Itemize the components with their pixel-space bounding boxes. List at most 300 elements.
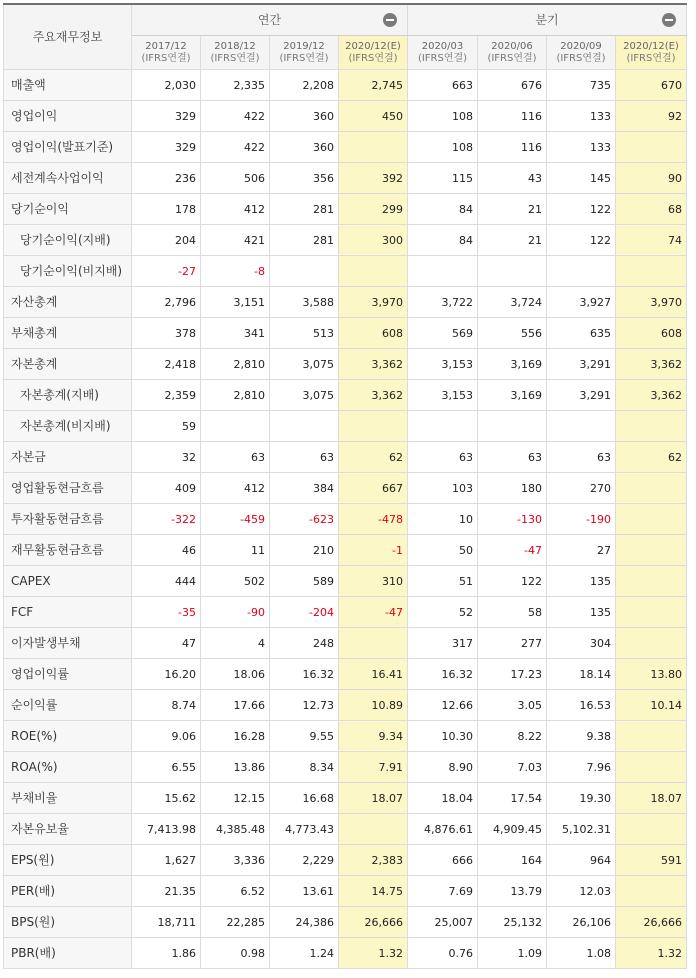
table-cell: 122 — [547, 194, 616, 225]
table-cell: 26,666 — [616, 907, 687, 938]
table-cell: 3,075 — [270, 349, 339, 380]
row-label: PER(배) — [4, 876, 132, 907]
table-cell: 9.06 — [132, 721, 201, 752]
period-standard: (IFRS연결) — [210, 52, 260, 64]
table-cell: 412 — [201, 473, 270, 504]
table-row — [4, 473, 687, 504]
collapse-annual-icon[interactable] — [383, 13, 397, 27]
table-cell: 409 — [132, 473, 201, 504]
table-cell: 3,169 — [478, 349, 547, 380]
table-row — [4, 814, 687, 845]
period-header — [201, 36, 270, 70]
table-row — [4, 690, 687, 721]
table-cell: 3,362 — [616, 349, 687, 380]
table-cell: 360 — [270, 132, 339, 163]
table-cell: 6.52 — [201, 876, 270, 907]
table-cell: 22,285 — [201, 907, 270, 938]
table-cell: 1.32 — [339, 938, 408, 969]
row-label: 이자발생부채 — [4, 628, 132, 659]
table-cell: 341 — [201, 318, 270, 349]
table-cell: -47 — [478, 535, 547, 566]
table-row — [4, 659, 687, 690]
period-date: 2020/06 — [491, 40, 533, 52]
table-row — [4, 442, 687, 473]
table-cell: 8.90 — [408, 752, 478, 783]
table-cell: 17.54 — [478, 783, 547, 814]
table-row — [4, 628, 687, 659]
table-cell — [339, 132, 408, 163]
table-cell — [616, 876, 687, 907]
row-label: 순이익률 — [4, 690, 132, 721]
table-cell: 52 — [408, 597, 478, 628]
table-cell: 12.73 — [270, 690, 339, 721]
table-cell: 26,106 — [547, 907, 616, 938]
table-cell: 8.74 — [132, 690, 201, 721]
table-cell: 9.34 — [339, 721, 408, 752]
table-cell — [339, 628, 408, 659]
table-cell — [616, 566, 687, 597]
table-cell: 27 — [547, 535, 616, 566]
table-cell: 7.03 — [478, 752, 547, 783]
row-label: CAPEX — [4, 566, 132, 597]
table-cell: 304 — [547, 628, 616, 659]
row-label: 자본금 — [4, 442, 132, 473]
table-cell: 7,413.98 — [132, 814, 201, 845]
table-row — [4, 845, 687, 876]
table-cell: 513 — [270, 318, 339, 349]
table-cell — [616, 814, 687, 845]
period-standard: (IFRS연결) — [141, 52, 191, 64]
table-cell: 18.14 — [547, 659, 616, 690]
table-cell: 68 — [616, 194, 687, 225]
table-row — [4, 318, 687, 349]
table-cell: 1.32 — [616, 938, 687, 969]
row-label: 영업이익률 — [4, 659, 132, 690]
table-cell: 145 — [547, 163, 616, 194]
period-standard: (IFRS연결) — [556, 52, 606, 64]
period-standard: (IFRS연결) — [417, 52, 468, 64]
table-cell: -90 — [201, 597, 270, 628]
table-cell: 422 — [201, 132, 270, 163]
table-cell: 122 — [547, 225, 616, 256]
table-cell: 3,153 — [408, 380, 478, 411]
table-cell: 26,666 — [339, 907, 408, 938]
table-cell: 180 — [478, 473, 547, 504]
group-label-quarterly: 분기 — [535, 12, 559, 27]
financial-summary-table — [3, 3, 687, 969]
table-cell: 735 — [547, 70, 616, 101]
table-cell: 589 — [270, 566, 339, 597]
row-label: 투자활동현금흐름 — [4, 504, 132, 535]
period-date: 2019/12 — [283, 40, 325, 52]
row-label: BPS(원) — [4, 907, 132, 938]
table-cell: 3.05 — [478, 690, 547, 721]
period-standard: (IFRS연결) — [626, 52, 676, 64]
table-cell: 13.79 — [478, 876, 547, 907]
table-cell: 17.23 — [478, 659, 547, 690]
table-cell: 4,773.43 — [270, 814, 339, 845]
table-row — [4, 721, 687, 752]
table-cell: 16.20 — [132, 659, 201, 690]
table-cell — [270, 256, 339, 287]
table-row — [4, 566, 687, 597]
table-cell: 108 — [408, 101, 478, 132]
table-cell: 0.98 — [201, 938, 270, 969]
period-date: 2020/03 — [421, 40, 464, 52]
table-cell: 84 — [408, 225, 478, 256]
table-cell: 1.08 — [547, 938, 616, 969]
table-cell: 18.04 — [408, 783, 478, 814]
table-cell: 2,810 — [201, 349, 270, 380]
table-cell: 299 — [339, 194, 408, 225]
period-header — [132, 36, 201, 70]
table-cell: 277 — [478, 628, 547, 659]
row-label: 자본총계(지배) — [4, 380, 132, 411]
table-cell — [616, 628, 687, 659]
table-row — [4, 194, 687, 225]
table-row — [4, 132, 687, 163]
table-cell: 92 — [616, 101, 687, 132]
table-cell: 281 — [270, 194, 339, 225]
table-cell: 62 — [616, 442, 687, 473]
table-cell: 14.75 — [339, 876, 408, 907]
table-cell: 21 — [478, 194, 547, 225]
table-cell: 421 — [201, 225, 270, 256]
table-cell — [616, 473, 687, 504]
table-cell — [339, 411, 408, 442]
table-row — [4, 349, 687, 380]
table-cell — [616, 132, 687, 163]
table-cell — [547, 411, 616, 442]
table-cell — [478, 411, 547, 442]
row-label: ROA(%) — [4, 752, 132, 783]
table-cell: 133 — [547, 101, 616, 132]
table-cell: 108 — [408, 132, 478, 163]
row-label: 부채총계 — [4, 318, 132, 349]
period-standard: (IFRS연결) — [348, 52, 398, 64]
table-cell: 3,169 — [478, 380, 547, 411]
table-cell: 3,336 — [201, 845, 270, 876]
table-cell: 135 — [547, 566, 616, 597]
table-cell: 116 — [478, 132, 547, 163]
table-cell: 3,588 — [270, 287, 339, 318]
table-row — [4, 101, 687, 132]
table-cell: 281 — [270, 225, 339, 256]
table-cell: -130 — [478, 504, 547, 535]
table-cell: 63 — [478, 442, 547, 473]
table-cell: 13.61 — [270, 876, 339, 907]
table-cell: 506 — [201, 163, 270, 194]
table-cell: 248 — [270, 628, 339, 659]
table-cell: 10.30 — [408, 721, 478, 752]
table-cell — [616, 256, 687, 287]
table-row — [4, 535, 687, 566]
table-cell: 43 — [478, 163, 547, 194]
table-cell: 74 — [616, 225, 687, 256]
table-cell: 58 — [478, 597, 547, 628]
table-cell: 15.62 — [132, 783, 201, 814]
row-label: 재무활동현금흐름 — [4, 535, 132, 566]
table-cell: 13.80 — [616, 659, 687, 690]
table-row — [4, 225, 687, 256]
table-cell: 12.66 — [408, 690, 478, 721]
period-header — [339, 36, 408, 70]
table-cell: 2,229 — [270, 845, 339, 876]
table-cell: 7.96 — [547, 752, 616, 783]
table-cell: 676 — [478, 70, 547, 101]
table-cell — [616, 411, 687, 442]
financial-summary-panel — [3, 3, 693, 969]
table-cell: 19.30 — [547, 783, 616, 814]
table-cell: 608 — [616, 318, 687, 349]
table-row — [4, 411, 687, 442]
table-cell: -8 — [201, 256, 270, 287]
table-cell: -322 — [132, 504, 201, 535]
table-cell: 12.03 — [547, 876, 616, 907]
table-cell: 8.22 — [478, 721, 547, 752]
table-row — [4, 907, 687, 938]
row-label: PBR(배) — [4, 938, 132, 969]
table-cell: 392 — [339, 163, 408, 194]
table-cell: 236 — [132, 163, 201, 194]
table-cell: 4 — [201, 628, 270, 659]
table-row — [4, 938, 687, 969]
row-label: 영업활동현금흐름 — [4, 473, 132, 504]
table-cell: -1 — [339, 535, 408, 566]
table-cell: 17.66 — [201, 690, 270, 721]
table-cell: 1.86 — [132, 938, 201, 969]
table-cell: 9.55 — [270, 721, 339, 752]
period-header — [478, 36, 547, 70]
table-cell: 378 — [132, 318, 201, 349]
table-cell: 2,030 — [132, 70, 201, 101]
table-cell — [616, 752, 687, 783]
table-cell: 450 — [339, 101, 408, 132]
table-cell: 25,007 — [408, 907, 478, 938]
table-cell: 16.68 — [270, 783, 339, 814]
group-header-annual — [132, 4, 408, 36]
table-cell: -478 — [339, 504, 408, 535]
table-cell: 3,362 — [616, 380, 687, 411]
table-cell: 270 — [547, 473, 616, 504]
table-cell: 59 — [132, 411, 201, 442]
row-label: 매출액 — [4, 70, 132, 101]
table-cell: -623 — [270, 504, 339, 535]
table-cell: 3,724 — [478, 287, 547, 318]
table-cell: 11 — [201, 535, 270, 566]
table-cell: 3,970 — [616, 287, 687, 318]
table-cell: 13.86 — [201, 752, 270, 783]
table-cell: 3,970 — [339, 287, 408, 318]
table-cell: 51 — [408, 566, 478, 597]
table-cell: 3,151 — [201, 287, 270, 318]
table-row — [4, 256, 687, 287]
table-cell — [270, 411, 339, 442]
table-cell: 63 — [547, 442, 616, 473]
table-cell: 164 — [478, 845, 547, 876]
table-cell: 7.69 — [408, 876, 478, 907]
table-cell: -204 — [270, 597, 339, 628]
table-cell: 3,075 — [270, 380, 339, 411]
table-cell: 2,418 — [132, 349, 201, 380]
table-cell: 666 — [408, 845, 478, 876]
table-cell — [339, 814, 408, 845]
group-label-annual: 연간 — [257, 12, 282, 27]
table-cell: 24,386 — [270, 907, 339, 938]
table-cell — [547, 256, 616, 287]
row-label: 당기순이익(지배) — [4, 225, 132, 256]
table-cell: 667 — [339, 473, 408, 504]
table-cell — [201, 411, 270, 442]
table-cell: 84 — [408, 194, 478, 225]
table-cell: 2,383 — [339, 845, 408, 876]
table-cell: 16.41 — [339, 659, 408, 690]
table-cell: 3,362 — [339, 380, 408, 411]
table-cell: 3,362 — [339, 349, 408, 380]
period-date: 2020/12(E) — [623, 40, 679, 52]
row-label: 자본총계 — [4, 349, 132, 380]
table-cell: 18,711 — [132, 907, 201, 938]
table-cell: 133 — [547, 132, 616, 163]
group-header-quarterly — [408, 4, 687, 36]
period-date: 2017/12 — [145, 40, 187, 52]
table-cell: 964 — [547, 845, 616, 876]
table-cell: 4,385.48 — [201, 814, 270, 845]
row-label: FCF — [4, 597, 132, 628]
table-cell: 3,722 — [408, 287, 478, 318]
table-cell: 422 — [201, 101, 270, 132]
period-standard: (IFRS연결) — [279, 52, 329, 64]
table-cell: -35 — [132, 597, 201, 628]
table-cell: -190 — [547, 504, 616, 535]
table-cell: 32 — [132, 442, 201, 473]
table-row — [4, 70, 687, 101]
period-date: 2020/09 — [560, 40, 602, 52]
table-cell: 16.32 — [408, 659, 478, 690]
table-cell: 122 — [478, 566, 547, 597]
table-cell: 444 — [132, 566, 201, 597]
table-cell: 4,876.61 — [408, 814, 478, 845]
table-cell: 116 — [478, 101, 547, 132]
table-row — [4, 597, 687, 628]
table-cell: -27 — [132, 256, 201, 287]
table-cell: 6.55 — [132, 752, 201, 783]
table-row — [4, 504, 687, 535]
table-cell: 5,102.31 — [547, 814, 616, 845]
table-cell: 10 — [408, 504, 478, 535]
table-cell: 16.32 — [270, 659, 339, 690]
table-cell: 18.07 — [616, 783, 687, 814]
table-cell: 103 — [408, 473, 478, 504]
row-label: 자산총계 — [4, 287, 132, 318]
table-cell: 16.53 — [547, 690, 616, 721]
row-label: 당기순이익 — [4, 194, 132, 225]
table-cell: 300 — [339, 225, 408, 256]
table-cell: 3,927 — [547, 287, 616, 318]
period-date: 2018/12 — [214, 40, 256, 52]
table-cell: 21 — [478, 225, 547, 256]
table-cell — [616, 535, 687, 566]
table-cell: 329 — [132, 101, 201, 132]
table-cell: 2,208 — [270, 70, 339, 101]
table-cell: 635 — [547, 318, 616, 349]
table-cell: 135 — [547, 597, 616, 628]
row-label: 자본유보율 — [4, 814, 132, 845]
table-cell: 47 — [132, 628, 201, 659]
period-header — [616, 36, 687, 70]
table-cell: 356 — [270, 163, 339, 194]
table-header — [4, 4, 687, 70]
table-cell: 1.24 — [270, 938, 339, 969]
table-cell: 329 — [132, 132, 201, 163]
table-cell: 204 — [132, 225, 201, 256]
table-cell: 9.38 — [547, 721, 616, 752]
table-cell: 2,335 — [201, 70, 270, 101]
table-cell: 0.76 — [408, 938, 478, 969]
table-cell: 1,627 — [132, 845, 201, 876]
table-cell: 3,291 — [547, 380, 616, 411]
row-label: 당기순이익(비지배) — [4, 256, 132, 287]
table-row — [4, 783, 687, 814]
table-cell: 18.06 — [201, 659, 270, 690]
table-cell: -47 — [339, 597, 408, 628]
table-cell — [408, 411, 478, 442]
table-cell — [478, 256, 547, 287]
table-cell: 670 — [616, 70, 687, 101]
table-row — [4, 876, 687, 907]
row-label: ROE(%) — [4, 721, 132, 752]
table-cell: 63 — [408, 442, 478, 473]
table-row — [4, 752, 687, 783]
period-date: 2020/12(E) — [345, 40, 401, 52]
table-body — [4, 70, 687, 969]
table-cell: 2,810 — [201, 380, 270, 411]
table-cell: 18.07 — [339, 783, 408, 814]
row-label: 세전계속사업이익 — [4, 163, 132, 194]
table-cell — [339, 256, 408, 287]
table-cell: 210 — [270, 535, 339, 566]
table-cell: 4,909.45 — [478, 814, 547, 845]
table-cell: 46 — [132, 535, 201, 566]
table-cell: 7.91 — [339, 752, 408, 783]
table-cell: 1.09 — [478, 938, 547, 969]
table-cell: 63 — [270, 442, 339, 473]
table-cell: 360 — [270, 101, 339, 132]
table-cell: 310 — [339, 566, 408, 597]
table-cell: 384 — [270, 473, 339, 504]
table-cell: 12.15 — [201, 783, 270, 814]
table-cell: 25,132 — [478, 907, 547, 938]
period-header — [270, 36, 339, 70]
table-cell: 8.34 — [270, 752, 339, 783]
table-cell: 3,153 — [408, 349, 478, 380]
table-cell: 63 — [201, 442, 270, 473]
table-cell: 608 — [339, 318, 408, 349]
table-cell: 2,796 — [132, 287, 201, 318]
table-cell: 62 — [339, 442, 408, 473]
table-row — [4, 380, 687, 411]
table-cell: 569 — [408, 318, 478, 349]
row-label: 영업이익 — [4, 101, 132, 132]
row-label: EPS(원) — [4, 845, 132, 876]
table-row — [4, 163, 687, 194]
table-cell: 3,291 — [547, 349, 616, 380]
collapse-quarterly-icon[interactable] — [662, 13, 676, 27]
table-cell: 2,745 — [339, 70, 408, 101]
table-cell: 412 — [201, 194, 270, 225]
table-cell — [616, 721, 687, 752]
table-cell: 50 — [408, 535, 478, 566]
